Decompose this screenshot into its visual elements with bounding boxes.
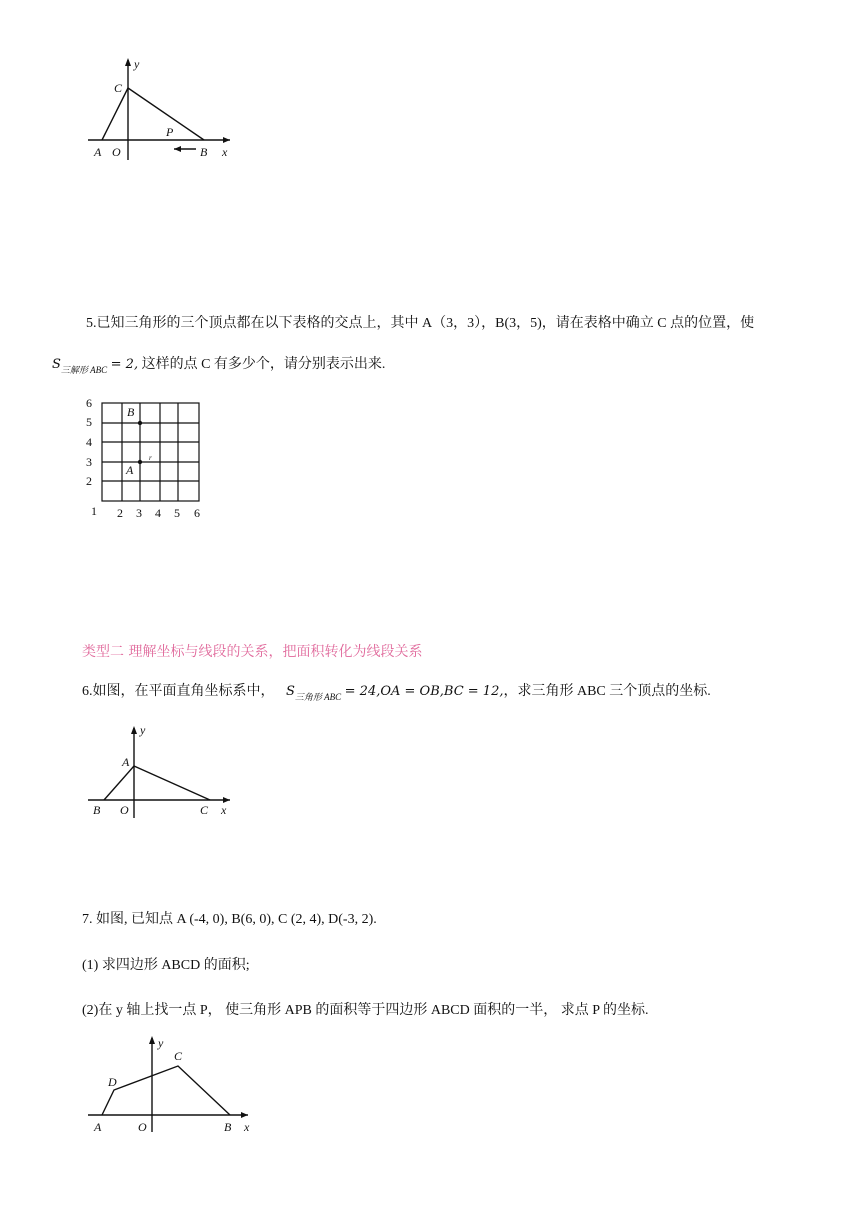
label-x: x: [222, 145, 228, 159]
q7-line3: (2)在 y 轴上找一点 P， 使三角形 APB 的面积等于四边形 ABCD 面积的一半， 求点 P 的坐标.: [82, 1003, 649, 1018]
grid-label-a: A: [126, 463, 134, 477]
x-label-4: 4: [155, 506, 161, 520]
x-label-2: 2: [117, 506, 123, 520]
y-label-2: 2: [86, 474, 92, 488]
motion-arrowhead: [174, 146, 181, 152]
side-ac: [134, 766, 210, 800]
area-symbol: S: [52, 357, 61, 372]
figure-quadrilateral-abcd: [84, 1034, 264, 1138]
x-label-6: 6: [194, 506, 200, 520]
y-label-4: 4: [86, 435, 92, 449]
area-subscript: 三解形 ABC: [60, 365, 108, 375]
grid-stray-mark: r: [149, 454, 152, 462]
label-o: O: [112, 145, 121, 159]
x-label-3: 3: [136, 506, 142, 520]
label-y: y: [134, 57, 140, 71]
y-axis-arrowhead: [131, 726, 137, 734]
q7-line1: 7. 如图, 已知点 A (-4, 0), B(6, 0), C (2, 4), D(-3, 2).: [82, 912, 377, 927]
q5-line2: [52, 356, 385, 374]
y-axis-arrowhead: [149, 1036, 155, 1044]
q6-area-subscript: 三角形 ABC: [294, 692, 342, 702]
grid-point-a: [138, 460, 142, 464]
x-label-1: 1: [91, 504, 97, 518]
label-p: P: [166, 125, 174, 139]
label-b: B: [93, 803, 101, 817]
x-axis-arrowhead: [241, 1112, 248, 1118]
side-ba: [104, 766, 134, 800]
figure-grid: [82, 394, 212, 520]
q6-suffix: ，求三角形 ABC 三个顶点的坐标.: [503, 684, 711, 699]
label-c: C: [200, 803, 209, 817]
label-a: A: [122, 755, 130, 769]
q6-area-symbol: S: [286, 684, 295, 699]
y-label-6: 6: [86, 396, 92, 410]
figure-triangle-abc: [84, 722, 244, 822]
label-y: y: [140, 723, 146, 737]
y-label-3: 3: [86, 455, 92, 469]
label-x: x: [244, 1120, 250, 1134]
q6-prefix: 6.如图，在平面直角坐标系中，: [82, 684, 275, 699]
label-o: O: [120, 803, 129, 817]
q5-line2-text: 这样的点 C 有多少个，请分别表示出来.: [141, 357, 386, 372]
area-equation: = 2,: [110, 357, 139, 372]
label-c: C: [174, 1049, 183, 1063]
label-x: x: [221, 803, 227, 817]
label-b: B: [200, 145, 208, 159]
q6-line: [82, 683, 711, 701]
label-o: O: [138, 1120, 147, 1134]
figure-triangle-cap: [84, 56, 244, 166]
y-label-5: 5: [86, 415, 92, 429]
grid-label-b: B: [127, 405, 135, 419]
y-axis-arrowhead: [125, 58, 131, 66]
label-b: B: [224, 1120, 232, 1134]
label-a: A: [94, 1120, 102, 1134]
grid-point-b: [138, 421, 142, 425]
q7-line2: (1) 求四边形 ABCD 的面积;: [82, 958, 250, 973]
label-y: y: [158, 1036, 164, 1050]
side-ac: [102, 88, 128, 140]
x-label-5: 5: [174, 506, 180, 520]
q5-line1: 5.已知三角形的三个顶点都在以下表格的交点上，其中 A（3，3），B(3，5)，请在表格中确立 C 点的位置，使: [86, 316, 755, 331]
section-heading: 类型二 理解坐标与线段的关系，把面积转化为线段关系: [82, 644, 423, 660]
label-c: C: [114, 81, 123, 95]
label-a: A: [94, 145, 102, 159]
q6-equation: = 24,OA = OB,BC = 12,: [344, 684, 504, 699]
quadrilateral-edges: [102, 1066, 230, 1115]
x-axis-arrowhead: [223, 137, 230, 143]
label-d: D: [108, 1075, 117, 1089]
grid-border: [102, 403, 199, 501]
